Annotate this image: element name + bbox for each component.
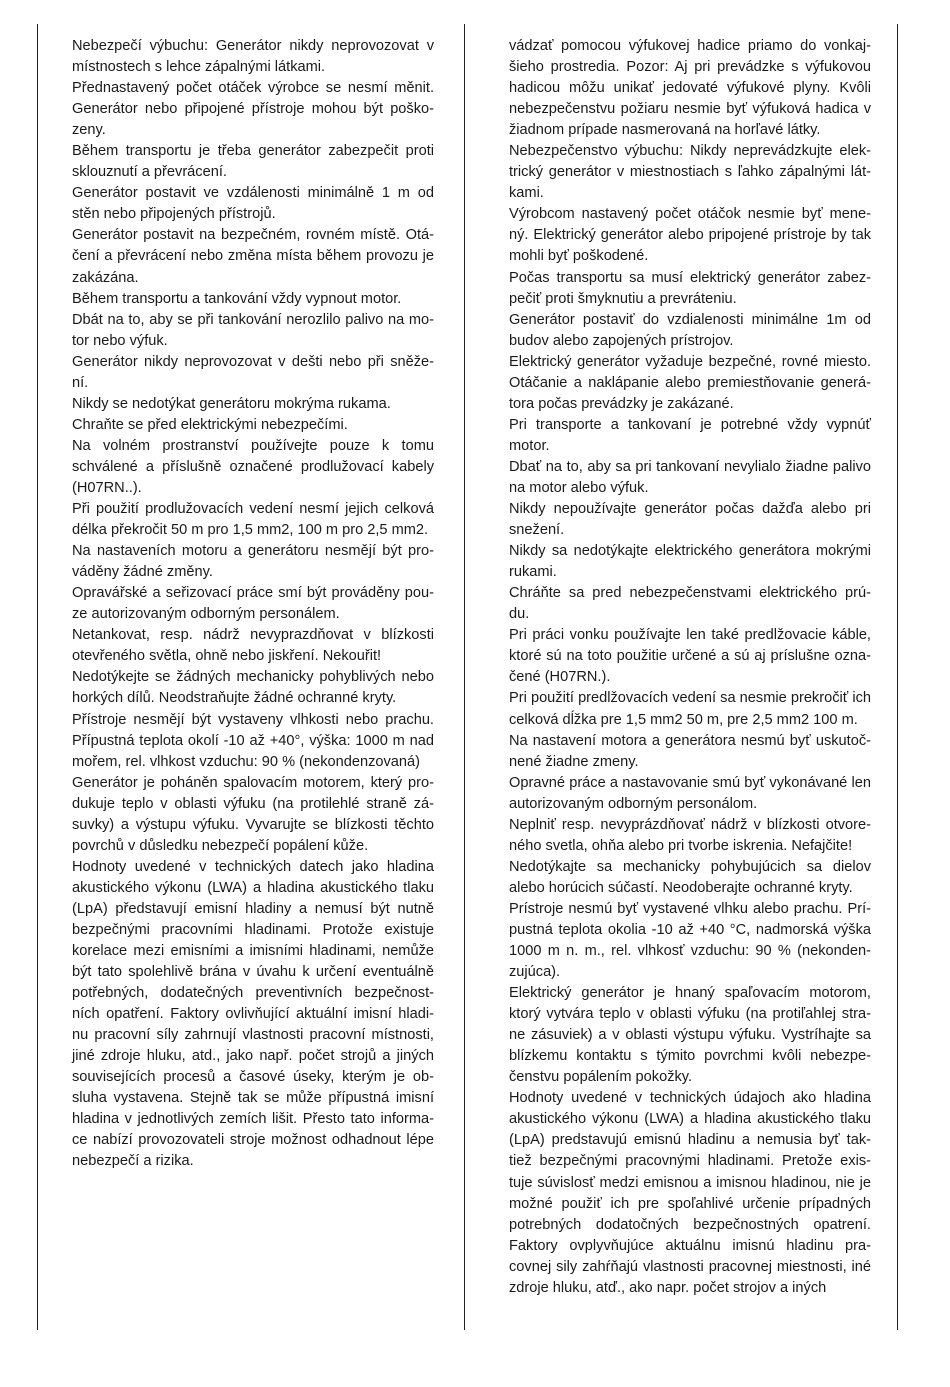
- paragraph: Chráňte sa pred nebezpečenstvami elektrického prú-du.: [509, 585, 871, 623]
- paragraph: Neplniť resp. nevyprázdňovať nádrž v blízkosti otvore-ného svetla, ohňa alebo pri tvorbe iskrenia. Nefajčite!: [509, 816, 871, 854]
- paragraph: Elektrický generátor vyžaduje bezpečné, rovné miesto. Otáčanie a naklápanie alebo premiestňovanie generá-tora počas prevádzky je zakázané.: [509, 353, 871, 412]
- right-column: [509, 36, 871, 1299]
- column-divider-rule: [464, 24, 465, 1330]
- paragraph: Dbát na to, aby se při tankování nerozlilo palivo na mo-tor nebo výfuk.: [72, 311, 434, 349]
- paragraph: Nikdy sa nedotýkajte elektrického generátora mokrými rukami.: [509, 543, 871, 581]
- paragraph: Při použití prodlužovacích vedení nesmí jejich celková délka překročit 50 m pro 1,5 mm2, 100 m pro 2,5 mm2.: [72, 501, 434, 539]
- paragraph: Chraňte se před elektrickými nebezpečími.: [72, 416, 348, 433]
- paragraph: Elektrický generátor je hnaný spaľovacím motorom, ktorý vytvára teplo v oblasti výfuku (na protiľahlej stra-ne zásuviek) a v oblasti výstupu výfuku. Vystríhajte sa blízkemu kontaktu s týmito povrchmi kvôli nebezpe-čenstvu popálením pokožky.: [509, 985, 871, 1086]
- paragraph: Opravné práce a nastavovanie smú byť vykonávané len autorizovaným odborným personálom.: [509, 774, 871, 812]
- paragraph: Generátor postavit na bezpečném, rovném místě. Otá-čení a převrácení nebo změna místa během provozu je zakázána.: [72, 227, 434, 286]
- paragraph: Hodnoty uvedené v technických datech jako hladina akustického výkonu (LWA) a hladina akustického tlaku (LpA) představují emisní hladiny a nemusí být nutně bezpečnými pracovními hladinami. Protože existuje korelace mezi emisními a imisními hladinami, nemůže být tato spolehlivě brána v úvahu k určení eventuálně potřebných, dodatečných preventivních bezpečnost-ních opatření. Faktory ovlivňující aktuální imisní hladi-nu pracovní síly zahrnují vlastnosti pracovní místnosti, jiné zdroje hluku, atd., jako např. počet strojů a jiných souvisejících procesů a časové úseky, kterým je ob-sluha vystavena. Stejně tak se může přípustná imisní hladina v jednotlivých zemích lišit. Přesto tato informa-ce nabízí provozovateli stroje možnost odhadnout lépe nebezpečí a rizika.: [72, 858, 434, 1170]
- paragraph: Generátor postavit ve vzdálenosti minimálně 1 m od stěn nebo připojených přístrojů.: [72, 185, 434, 223]
- paragraph: Pri transporte a tankovaní je potrebné vždy vypnúť motor.: [509, 416, 871, 454]
- paragraph: Pri použití predlžovacích vedení sa nesmie prekročiť ich celková dĺžka pre 1,5 mm2 50 m, pre 2,5 mm2 100 m.: [509, 690, 871, 728]
- paragraph: Na volném prostranství používejte pouze k tomu schválené a příslušně označené prodlužovací kabely (H07RN..).: [72, 437, 434, 496]
- paragraph: Nebezpečenstvo výbuchu: Nikdy neprevádzkujte elek-trický generátor v miestnostiach s ľahko zápalnými lát-kami.: [509, 143, 871, 202]
- paragraph: Přednastavený počet otáček výrobce se nesmí měnit. Generátor nebo připojené přístroje mohou být poško-zeny.: [72, 80, 434, 139]
- paragraph: Pri práci vonku používajte len také predlžovacie káble, ktoré sú na toto použitie určené a sú aj príslušne ozna-čené (H07RN.).: [509, 627, 871, 686]
- paragraph: Nikdy nepoužívajte generátor počas dažďa alebo pri snežení.: [509, 501, 871, 539]
- paragraph: Netankovat, resp. nádrž nevyprazdňovat v blízkosti otevřeného světla, ohně nebo jiskření. Nekouřit!: [72, 627, 434, 665]
- right-border-rule: [897, 24, 898, 1330]
- left-column: [72, 36, 434, 1173]
- paragraph: Výrobcom nastavený počet otáčok nesmie byť mene-ný. Elektrický generátor alebo pripojené prístroje by tak mohli byť poškodené.: [509, 206, 871, 265]
- paragraph: Opravářské a seřizovací práce smí být prováděny pou-ze autorizovaným odborným personálem.: [72, 585, 434, 623]
- paragraph: Na nastaveních motoru a generátoru nesmějí být pro-váděny žádné změny.: [72, 543, 434, 581]
- paragraph: vádzať pomocou výfukovej hadice priamo do vonkaj-šieho prostredia. Pozor: Aj pri prevádzke s výfukovou hadicou môžu unikať jedovaté výfukové plyny. Kvôli nebezpečenstvu požiaru nesmie byť výfuková hadica v žiadnom prípade nasmerovaná na horľavé látky.: [509, 38, 871, 139]
- paragraph: Přístroje nesmějí být vystaveny vlhkosti nebo prachu. Přípustná teplota okolí -10 až +40°, výška: 1000 m nad mořem, rel. vlhkost vzduchu: 90 % (nekondenzovaná): [72, 711, 434, 770]
- paragraph: Během transportu je třeba generátor zabezpečit proti sklouznutí a převrácení.: [72, 143, 434, 181]
- paragraph: Nikdy se nedotýkat generátoru mokrýma rukama.: [72, 395, 391, 412]
- paragraph: Prístroje nesmú byť vystavené vlhku alebo prachu. Prí-pustná teplota okolia -10 až +40 °C, nadmorská výška 1000 m n. m., rel. vlhkosť vzduchu: 90 % (nekonden-zujúca).: [509, 900, 871, 981]
- paragraph: Generátor nikdy neprovozovat v dešti nebo při sněže-ní.: [72, 353, 434, 391]
- paragraph: Nedotýkajte sa mechanicky pohybujúcich sa dielov alebo horúcich súčastí. Neodoberajte ochranné kryty.: [509, 858, 871, 896]
- paragraph: Nebezpečí výbuchu: Generátor nikdy neprovozovat v místnostech s lehce zápalnými látkami.: [72, 38, 434, 76]
- paragraph: Během transportu a tankování vždy vypnout motor.: [72, 290, 402, 307]
- paragraph: Hodnoty uvedené v technických údajoch ako hladina akustického výkonu (LWA) a hladina akustického tlaku (LpA) predstavujú emisnú hladinu a nemusia byť tak-tiež bezpečnými pracovnými hladinami. Pretože exis-tuje súvislosť medzi emisnou a imisnou hladinou, nie je možné použiť ich pre spoľahlivé určenie prípadných potrebných dodatočných bezpečnostných opatrení. Faktory ovplyvňujúce aktuálnu imisnú hladinu pra-covnej sily zahŕňajú vlastnosti pracovnej miestnosti, iné zdroje hluku, atď., ako napr. počet strojov a iných: [509, 1090, 871, 1296]
- paragraph: Počas transportu sa musí elektrický generátor zabez-pečiť proti šmyknutiu a prevráteniu.: [509, 269, 871, 307]
- paragraph: Generátor postaviť do vzdialenosti minimálne 1m od budov alebo zapojených prístrojov.: [509, 311, 871, 349]
- paragraph: Nedotýkejte se žádných mechanicky pohyblivých nebo horkých dílů. Neodstraňujte žádné ochranné kryty.: [72, 669, 434, 707]
- paragraph: Dbať na to, aby sa pri tankovaní nevylialo žiadne palivo na motor alebo výfuk.: [509, 458, 871, 496]
- paragraph: Generátor je poháněn spalovacím motorem, který pro-dukuje teplo v oblasti výfuku (na protilehlé straně zá-suvky) a výstupu výfuku. Vyvarujte se blízkosti těchto povrchů v důsledku nebezpečí popálení kůže.: [72, 774, 434, 854]
- left-border-rule: [37, 24, 38, 1330]
- paragraph: Na nastavení motora a generátora nesmú byť uskutoč-nené žiadne zmeny.: [509, 732, 871, 770]
